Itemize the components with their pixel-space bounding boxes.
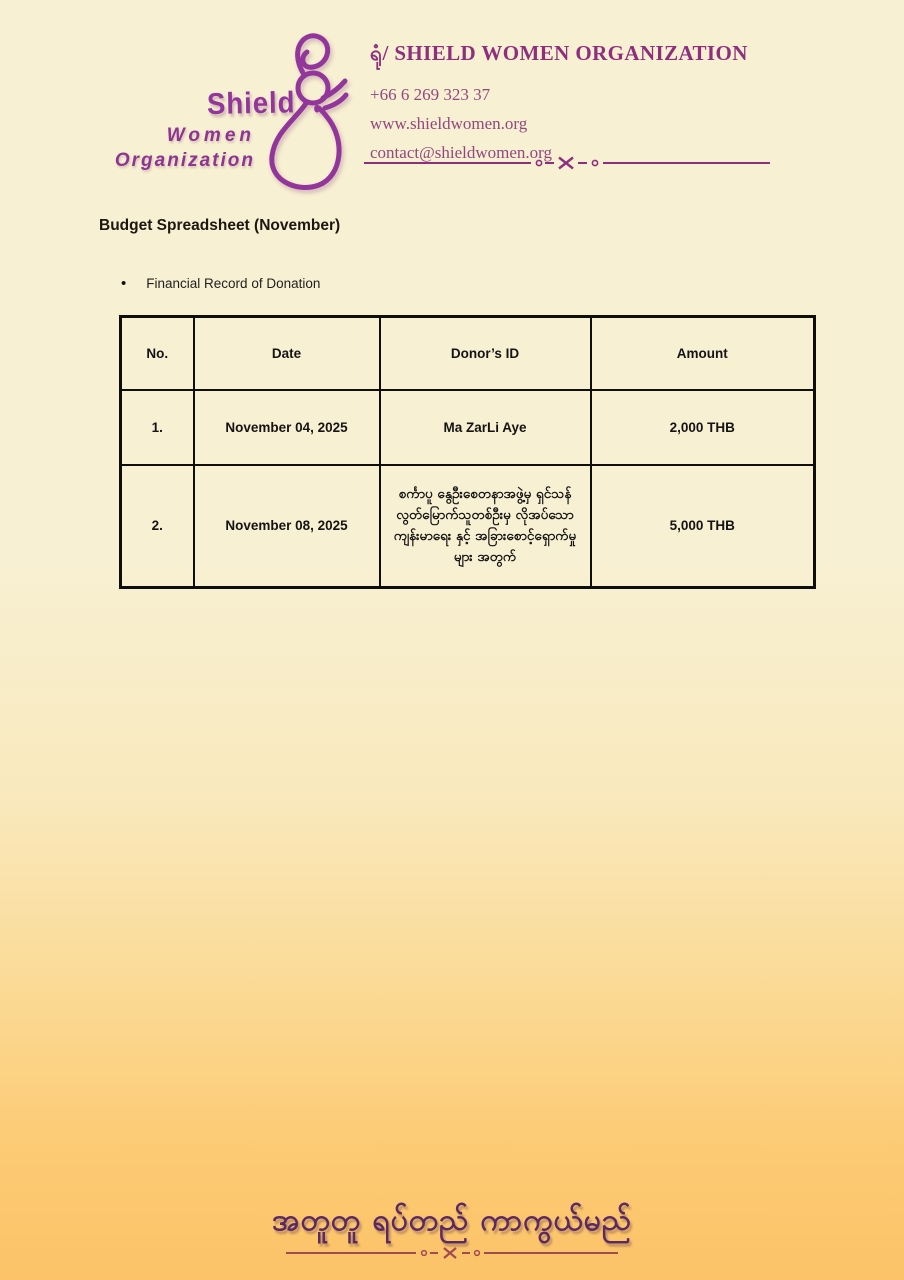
website-url: www.shieldwomen.org bbox=[370, 114, 528, 133]
footer-divider-ornament-icon bbox=[284, 1246, 620, 1260]
bullet-icon: • bbox=[121, 275, 127, 292]
logo-organization-text: Organization bbox=[114, 150, 255, 171]
table-row bbox=[121, 390, 815, 465]
table-row bbox=[121, 465, 815, 588]
donation-table bbox=[119, 315, 816, 589]
col-header-donor-id: Donor’s ID bbox=[380, 317, 591, 390]
cell-donor-id: စင်္ကာပူ နွေဦးစေတနာအဖွဲ့မှ ရှင်သန်လွတ်မြောက်သူတစ်ဦးမှ လိုအပ်သော ကျန်းမာရေး နှင့် အခြားစောင့်ရှောက်မှုများ အတွက် bbox=[380, 465, 591, 588]
cell-no: 1. bbox=[121, 390, 194, 465]
footer-slogan: အတူတူ ရပ်တည် ကာကွယ်မည် bbox=[272, 1203, 632, 1238]
col-header-amount: Amount bbox=[591, 317, 815, 390]
letterhead-contact-block bbox=[370, 40, 748, 163]
cell-amount: 5,000 THB bbox=[591, 465, 815, 588]
col-header-date: Date bbox=[194, 317, 380, 390]
page-title: Budget Spreadsheet (November) bbox=[99, 217, 341, 234]
logo-women-text: Women bbox=[166, 125, 255, 146]
logo-brand-text: Shield bbox=[206, 86, 296, 121]
list-item-label: Financial Record of Donation bbox=[146, 276, 321, 291]
cell-donor-id: Ma ZarLi Aye bbox=[380, 390, 591, 465]
phone-number: +66 6 269 323 37 bbox=[370, 85, 491, 104]
divider-ornament-icon bbox=[362, 156, 772, 170]
email-address: contact@shieldwomen.org bbox=[370, 143, 552, 162]
list-item bbox=[121, 276, 320, 291]
org-logo bbox=[115, 28, 350, 196]
cell-no: 2. bbox=[121, 465, 194, 588]
cell-date: November 08, 2025 bbox=[194, 465, 380, 588]
table-header-row bbox=[121, 317, 815, 390]
org-title: ရုံ/ SHIELD WOMEN ORGANIZATION bbox=[370, 41, 748, 65]
cell-amount: 2,000 THB bbox=[591, 390, 815, 465]
col-header-no: No. bbox=[121, 317, 194, 390]
cell-date: November 04, 2025 bbox=[194, 390, 380, 465]
